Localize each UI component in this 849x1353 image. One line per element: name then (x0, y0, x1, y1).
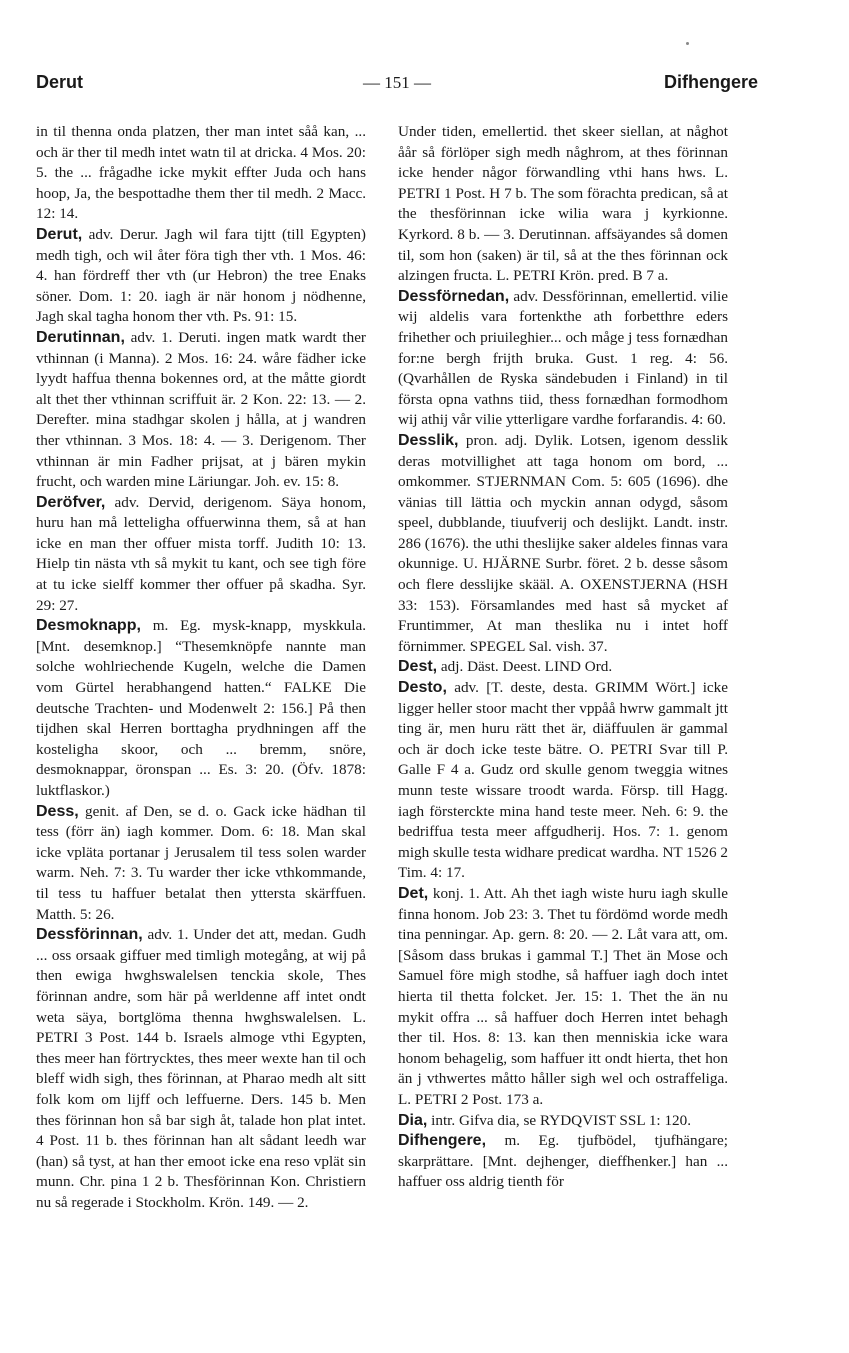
entry-headword: Det, (398, 884, 429, 902)
entry-body: adv. Dervid, derigenom. Säya honom, huru han må letteligha offuerwinna them, så at han icke en man ther offuer mista torff. Judith 10: 13. Hielp tin nästa vth så mykit tu kant, och see tigh före at tu icke sielff kommer ther offuer på skadha. Syr. 29: 27. (36, 493, 366, 614)
entry-body: intr. Gifva dia, se RYDQVIST SSL 1: 120. (427, 1111, 692, 1129)
entry-headword: Dia, (398, 1111, 428, 1129)
entry-body: konj. 1. Att. Ah thet iagh wiste huru iagh skulle finna honom. Job 23: 3. Thet tu fördömd worde medh tina penningar. Ap. gern. 8: 20. — 2. Låt vara att, om. [Såsom dass brukas i gammal T.] Thet än Mose och Samuel före migh stodhe, så haffuer iagh doch intet hierta til thetta folcket. Jer. 15: 1. Thet the än nu mykit offra ... så haffuer doch Herren intet behagh ther til. Hos. 8: 13. kan then menniskia icke wara honom behagelig, som haffuer itt ondt hierta, thet hon än j vthwertes måtto håller sigh wel och ostraffeliga. L. PETRI 2 Post. 173 a. (398, 884, 728, 1108)
right-column (398, 122, 728, 1193)
entry-headword: Dest, (398, 658, 438, 676)
page-number: — 151 — (363, 73, 431, 92)
dictionary-entry (398, 431, 728, 658)
entry-headword: Desto, (398, 679, 447, 697)
entry-headword: Dessförinnan, (36, 926, 143, 944)
entry-body: adv. 1. Deruti. ingen matk wardt ther vthinnan (i Manna). 2 Mos. 16: 24. wåre fädher icke lyydt haffua thenna bokennes ord, at the måtte giordt alt thet ther vthinnan scriffuit är. 2 Kon. 22: 13. — 2. Derefter. mina stadhgar skolen j hålla, at j wandren ther vthinnan. 3 Mos. 18: 4. — 3. Derigenom. Ther vthinnan är min Fadher prijsat, at j bären mykin frucht, och warden mine Läriungar. Joh. ev. 15: 8. (36, 328, 366, 491)
entry-body: adj. Däst. Deest. LIND Ord. (437, 658, 613, 676)
entry-body: adv. Dessförinnan, emellertid. vilie wij aldelis vara fortenkthe ath forbetthre eders frihether och priuileghier... och måge j tess fornædhan for:ne bergh frijth bruka. Gust. 1 reg. 4: 56. (Qvarhållen de Ryska sändebuden i Finland) in til första opna vathns tiid, thess fornædhan formodhom wij athij vår vilie ytterligare vardhe forfarandis. 4: 60. (398, 287, 728, 429)
scan-speck (686, 42, 689, 45)
entry-body: genit. af Den, se d. o. Gack icke hädhan til tess (förr än) iagh kommer. Dom. 6: 18. Man skal icke vpläta portanar j Jerusalem til tess solen warder warm. Neh. 7: 3. Tu warder ther icke vthkommande, til tess tu haffuer betalat then yttersta skärffuen. Matth. 5: 26. (36, 802, 366, 923)
entry-headword: Dessförnedan, (398, 287, 510, 305)
dictionary-entry (398, 884, 728, 1111)
entry-headword: Derutinnan, (36, 328, 125, 346)
entry-headword: Difhengere, (398, 1132, 487, 1150)
dictionary-entry (398, 678, 728, 884)
dictionary-entry (36, 616, 366, 801)
dictionary-entry (36, 802, 366, 926)
entry-headword: Desmoknapp, (36, 617, 141, 635)
dictionary-entry (398, 657, 728, 678)
continuation-text: in til thenna onda platzen, ther man intet såå kan, ... och är ther til medh intet watn til at dricka. 4 Mos. 20: 5. the ... frågadhe icke mykit effter Juda och hans hoop, Ja, the bespottadhe them ther til medh. 2 Macc. 12: 14. (36, 123, 366, 223)
page-header (36, 72, 758, 102)
entry-body: pron. adj. Dylik. Lotsen, igenom desslik deras motvillighet att taga honom om bord, ... omkommer. STJERNMAN Com. 5: 605 (1696). dhe vänias till lättia och myckin annan odygd, såsom speel, dubblande, tiuufverij och deslijkt. Landt. instr. 286 (1676). the uthi theslijke saker aldeles finnas vara okunnige. U. HJÄRNE Surbr. föret. 2 b. desse såsom och flere desslijke skääl. A. OXENSTJERNA (HSH 33: 153). Församlandes med hast så mycket af Fruntimmer, At man theslika nu i intet hoff förnimmer. SPEGEL Sal. vish. 37. (398, 431, 728, 655)
entry-headword: Deröfver, (36, 493, 106, 511)
entry-headword: Derut, (36, 225, 83, 243)
dictionary-entry (398, 1111, 728, 1132)
left-running-headword: Derut (36, 72, 84, 92)
entry-headword: Dess, (36, 802, 79, 820)
continuation-text: Under tiden, emellertid. thet skeer siellan, at någhot åår så förlöper sigh medh någhrom, at thes förinnan icke hender någor förwandling vthi hans hws. L. PETRI 1 Post. H 7 b. The som förachta predican, så at the thesförinnan icke wilia wara j kyrkionne. Kyrkord. 8 b. — 3. Derutinnan. affsäyandes så domen til, som hon (saken) är til, så at the thes förinnan ock alzingen fructa. L. PETRI Krön. pred. B 7 a. (398, 123, 728, 285)
entry-body: adv. 1. Under det att, medan. Gudh ... oss orsaak giffuer med timligh motegång, at wij på then ewiga hwghswalelsen tenckia skole, Thes förinnan andre, som här på werldenne aff intet ondt weta säya, bortglöma thenna hwghswalelsen. L. PETRI 3 Post. 144 b. Israels almoge vthi Egypten, thes meer han förtrycktes, thes meer wexte han til och bleff widh sigh, thes förinnan, at Pharao medh alt sitt folk kom om lijff och leffuerne. Ders. 145 b. Men thes förinnan hon så bar sigh åt, talade hon plat intet. 4 Post. 11 b. thes förinnan han alt sådant leedh war (han) så tyst, at han ther emoot icke ena reso vplät sin munn. Chr. pina 1 2 b. Thesförinnan Kon. Christiern nu så regerade i Stockholm. Krön. 149. — 2. (36, 926, 366, 1211)
right-running-headword: Difhengere (663, 72, 758, 92)
dictionary-entry (398, 1131, 728, 1193)
entry-body: adv. [T. deste, desta. GRIMM Wört.] icke ligger heller stoor macht ther vppåå hwrw gammalt jtt ting är, men huru rätt thet är, diäffuulen är gammal och är doch icke teste bätre. O. PETRI Svar till P. Galle F 4 a. Gudz ord skulle genom tweggia witnes munn teste wissare troodt warda. Försp. till Hagg. iagh försterckte mina hand teste meer. Neh. 6: 9. the bedriffua testa meer affgudherij. Hos. 7: 1. genom migh skulle testa widhare predicat wardha. NT 1526 2 Tim. 4: 17. (398, 679, 728, 882)
entry-headword: Desslik, (398, 431, 459, 449)
entry-body: m. Eg. tjufbödel, tjufhängare; skarprättare. [Mnt. dejhenger, dieffhenker.] han ... haffuer oss aldrig tienth för (398, 1132, 728, 1191)
left-column (36, 122, 366, 1213)
dictionary-entry (36, 493, 366, 617)
dictionary-entry (36, 328, 366, 493)
entry-body: m. Eg. mysk-knapp, myskkula. [Mnt. desemknop.] “Thesemknöpfe nannte man solche wohlriechende Kugeln, welche die Damen vom Gürtel herabhangend hatten.“ FALKE Die deutsche Trachten- und Modenwelt 2: 156.] På then tijdhen skal Herren borttagha prydhningen aff the kosteligha skoor, och ... bremm, snöre, desmoknappar, öronspan ... Es. 3: 20. (Öfv. 1878: luktflaskor.) (36, 617, 366, 799)
dictionary-entry (36, 925, 366, 1213)
dictionary-entry (36, 225, 366, 328)
dictionary-entry (398, 287, 728, 431)
entry-body: adv. Derur. Jagh wil fara tijtt (till Egypten) medh tigh, och wil åter föra tigh ther vth. 1 Mos. 46: 4. han fördreff ther vth (ur Hebron) the tree Enaks söner. Dom. 1: 20. iagh är när honom j nödhenne, Jagh skal tagha honom ther vth. Ps. 91: 15. (36, 225, 366, 326)
